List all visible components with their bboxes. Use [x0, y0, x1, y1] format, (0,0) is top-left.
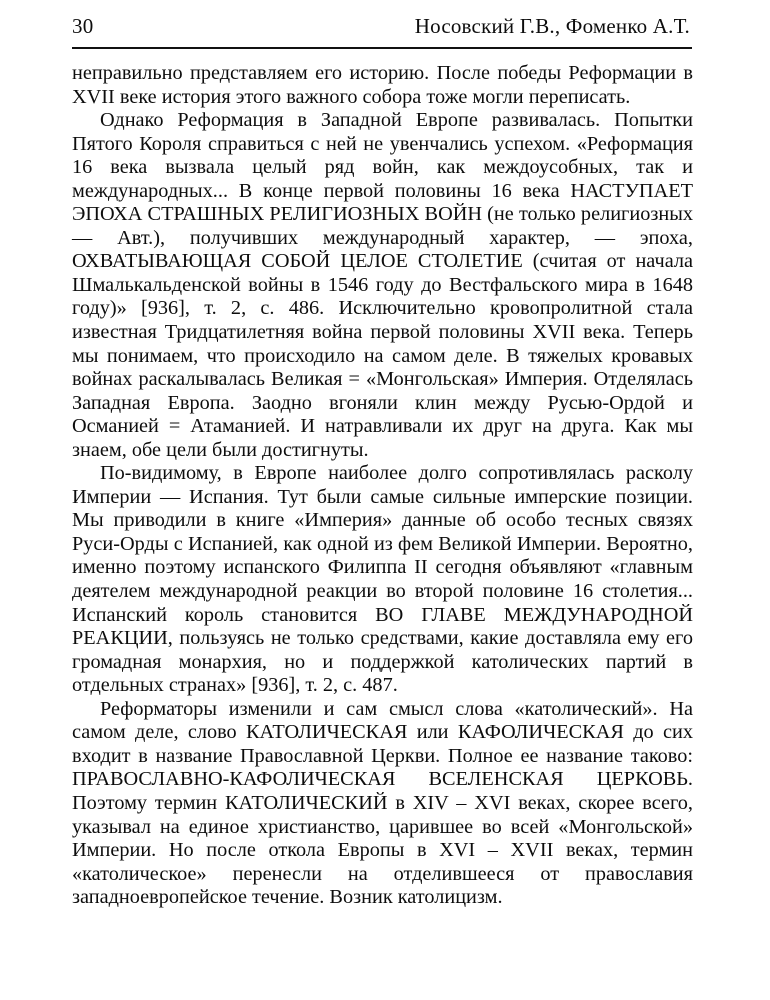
paragraph: По-видимому, в Европе наиболее долго сопротивлялась расколу Империи — Испания. Тут были самые сильные имперские позиции. Мы приводили в книге «Империя» данные об особо тесных связях Руси-Орды с Испанией, как одной из фем Великой Империи. Вероятно, именно поэтому испанского Филиппа II сегодня объявляют «главным деятелем международной реакции во второй половине 16 столетия... Испанский король становится ВО ГЛАВЕ МЕЖДУНАРОДНОЙ РЕАКЦИИ, пользуясь не только средствами, какие доставляла ему его громадная монархия, но и поддержкой католических партий в отдельных странах» [936], т. 2, с. 487.	[72, 462, 693, 697]
header-divider	[72, 47, 692, 49]
paragraph: неправильно представляем его историю. После победы Реформации в XVII веке история этого важного собора тоже могли переписать.	[72, 62, 693, 108]
page-number: 30	[72, 14, 94, 38]
paragraph: Однако Реформация в Западной Европе развивалась. Попытки Пятого Короля справиться с ней не увенчались успехом. «Реформация 16 века вызвала целый ряд войн, как междоусобных, так и международных... В конце первой половины 16 века НАСТУПАЕТ ЭПОХА СТРАШНЫХ РЕЛИГИОЗНЫХ ВОЙН (не только религиозных — Авт.), получивших международный характер, — эпоха, ОХВАТЫВАЮЩАЯ СОБОЙ ЦЕЛОЕ СТОЛЕТИЕ (считая от начала Шмалькальденской войны в 1546 году до Вестфальского мира в 1648 году)» [936], т. 2, с. 486. Исключительно кровопролитной стала известная Тридцатилетняя война первой половины XVII века. Теперь мы понимаем, что происходило на самом деле. В тяжелых кровавых войнах раскалывалась Великая = «Монгольская» Империя. Отделялась Западная Европа. Заодно вгоняли клин между Русью-Ордой и Османией = Атаманией. И натравливали их друг на друга. Как мы знаем, обе цели были достигнуты.	[72, 109, 693, 461]
running-head	[72, 16, 692, 44]
paragraph: Реформаторы изменили и сам смысл слова «католический». На самом деле, слово КАТОЛИЧЕСКАЯ или КАФОЛИЧЕСКАЯ до сих входит в название Православной Церкви. Полное ее название таково: ПРАВОСЛАВНО-КАФОЛИЧЕСКАЯ ВСЕЛЕНСКАЯ ЦЕРКОВЬ. Поэтому термин КАТОЛИЧЕСКИЙ в XIV – XVI веках, скорее всего, указывал на единое христианство, царившее во всей «Монгольской» Империи. Но после откола Европы в XVI – XVII веках, термин «католическое» перенесли на отделившееся от православия западноевропейское течение. Возник католицизм.	[72, 697, 693, 909]
authors-name: Носовский Г.В., Фоменко А.Т.	[414, 14, 690, 38]
body-text	[72, 62, 693, 910]
